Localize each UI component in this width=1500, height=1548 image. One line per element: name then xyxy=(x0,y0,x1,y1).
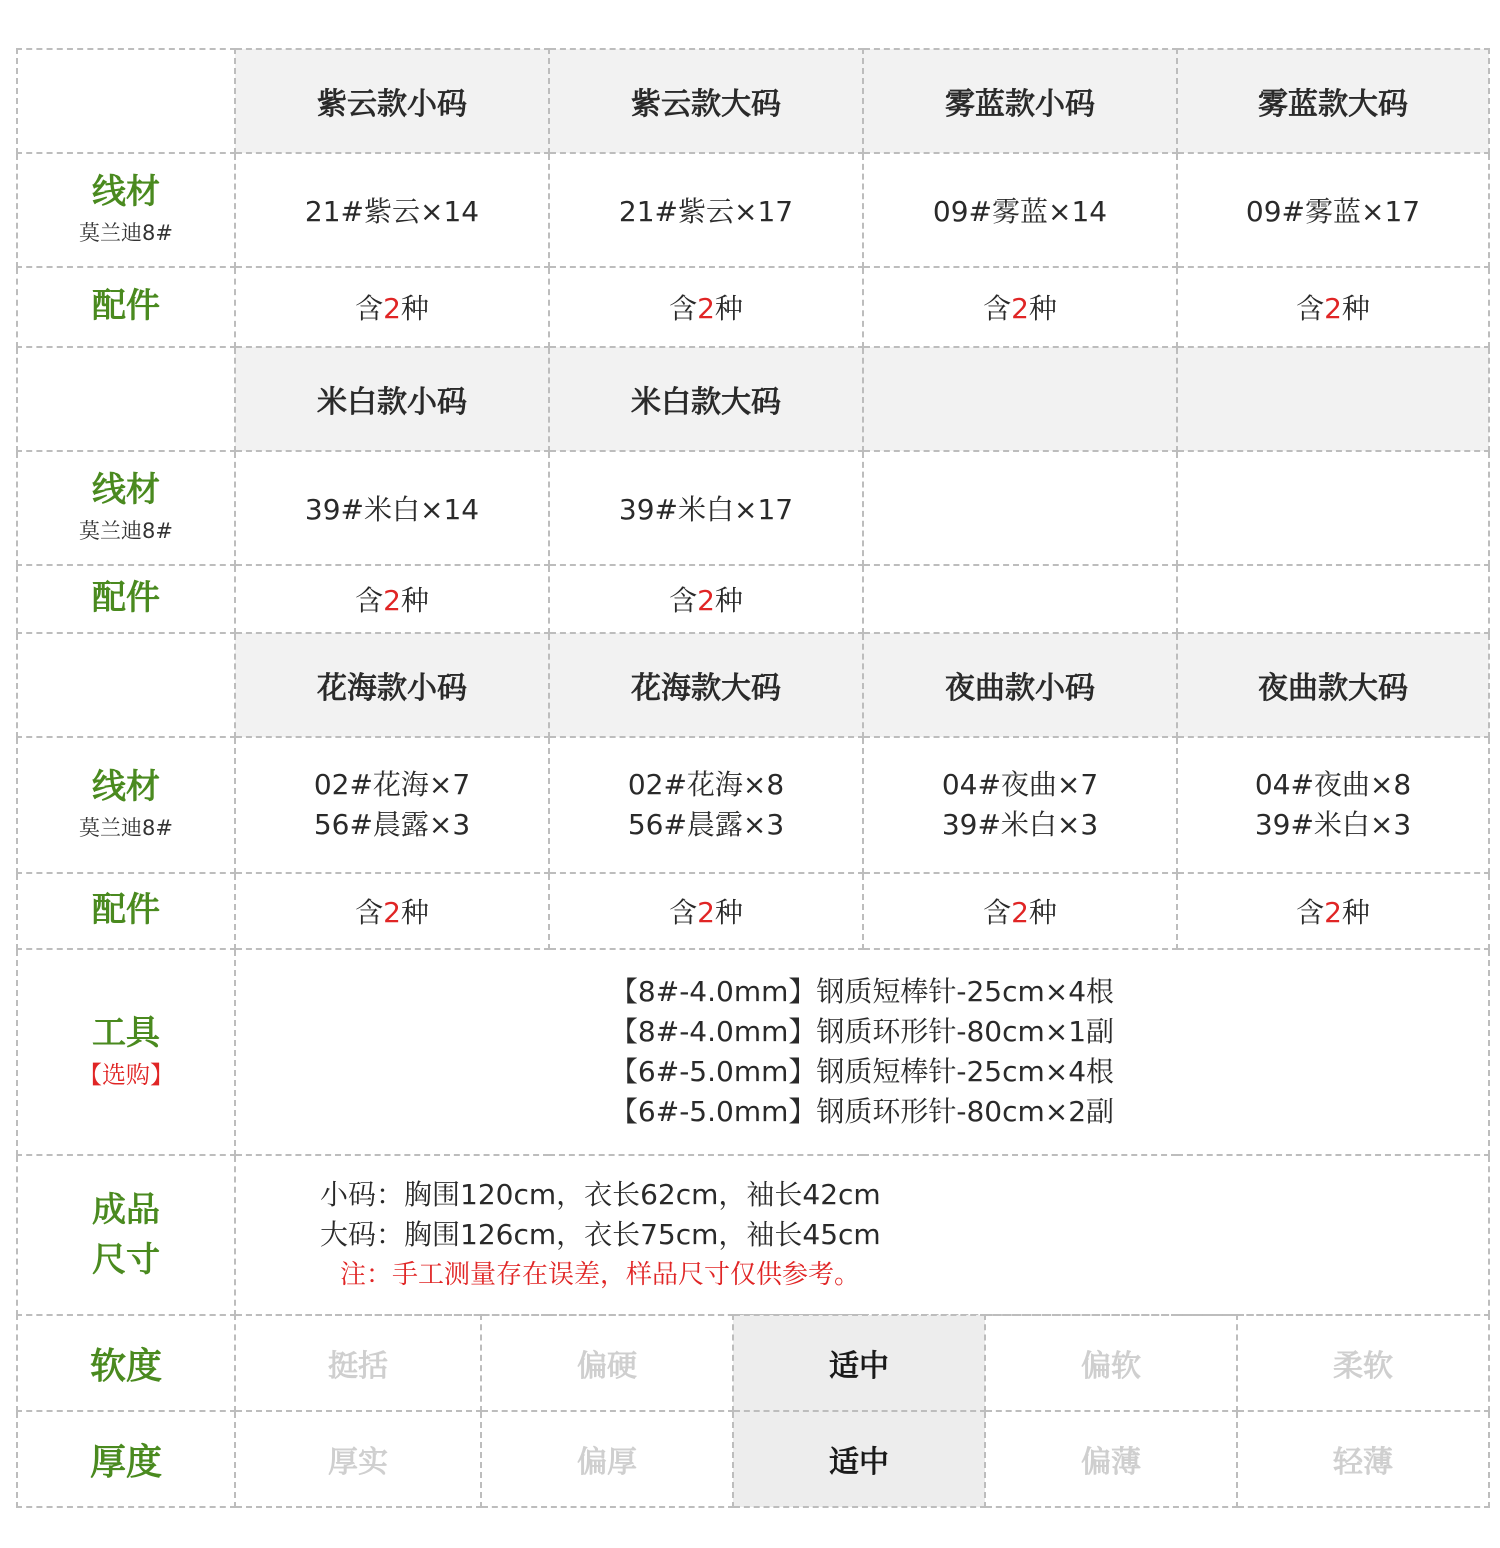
product-spec-table xyxy=(16,48,1490,1316)
thickness-row xyxy=(17,1411,1489,1507)
parts-label-cell xyxy=(17,873,235,949)
parts-value: 含2种 xyxy=(235,565,549,633)
softness-row xyxy=(17,1315,1489,1411)
empty-header-cell xyxy=(1177,347,1489,451)
size-note: 注：手工测量存在误差，样品尺寸仅供参考。 xyxy=(340,1260,861,1290)
parts-value: 含2种 xyxy=(549,267,863,347)
softness-option-selected: 适中 xyxy=(733,1315,985,1411)
yarn-value: 39#米白×14 xyxy=(235,451,549,565)
size-details xyxy=(235,1155,1489,1315)
tools-optional-label: 【选购】 xyxy=(78,1061,174,1090)
parts-label-cell xyxy=(17,267,235,347)
parts-label: 配件 xyxy=(92,286,160,327)
yarn-sub-label: 莫兰迪8# xyxy=(79,815,173,840)
parts-value: 含2种 xyxy=(549,873,863,949)
tool-item: 【8#-4.0mm】钢质短棒针-25cm×4根 xyxy=(609,975,1115,1008)
yarn-value: 39#米白×17 xyxy=(549,451,863,565)
yarn-sub-label: 莫兰迪8# xyxy=(79,518,173,543)
parts-value: 含2种 xyxy=(235,873,549,949)
yarn-value: 04#夜曲×8 39#米白×3 xyxy=(1177,737,1489,873)
thickness-option: 轻薄 xyxy=(1237,1411,1489,1507)
variant-header: 米白款小码 xyxy=(235,347,549,451)
tool-item: 【8#-4.0mm】钢质环形针-80cm×1副 xyxy=(609,1015,1115,1048)
parts-value: 含2种 xyxy=(1177,873,1489,949)
tool-item: 【6#-5.0mm】钢质环形针-80cm×2副 xyxy=(609,1095,1115,1128)
yarn-label: 线材 xyxy=(92,767,160,808)
yarn-value: 09#雾蓝×17 xyxy=(1177,153,1489,267)
size-large: 大码：胸围126cm，衣长75cm，袖长45cm xyxy=(320,1218,881,1251)
variant-header: 紫云款小码 xyxy=(235,49,549,153)
tool-item: 【6#-5.0mm】钢质短棒针-25cm×4根 xyxy=(609,1055,1115,1088)
size-small: 小码：胸围120cm，衣长62cm，袖长42cm xyxy=(320,1178,881,1211)
variant-header: 花海款小码 xyxy=(235,633,549,737)
thickness-option-selected: 适中 xyxy=(733,1411,985,1507)
variant-header: 夜曲款大码 xyxy=(1177,633,1489,737)
yarn-value: 21#紫云×14 xyxy=(235,153,549,267)
corner-cell xyxy=(17,347,235,451)
thickness-option: 偏厚 xyxy=(481,1411,733,1507)
parts-value: 含2种 xyxy=(549,565,863,633)
softness-option: 挺括 xyxy=(235,1315,481,1411)
corner-cell xyxy=(17,49,235,153)
empty-header-cell xyxy=(863,347,1177,451)
rating-table xyxy=(16,1314,1490,1508)
variant-header: 夜曲款小码 xyxy=(863,633,1177,737)
size-label-line1: 成品 xyxy=(92,1190,160,1230)
spec-sheet xyxy=(16,48,1488,1508)
tools-label-cell xyxy=(17,949,235,1155)
empty-cell xyxy=(1177,451,1489,565)
thickness-option: 厚实 xyxy=(235,1411,481,1507)
yarn-label: 线材 xyxy=(92,172,160,213)
yarn-value: 09#雾蓝×14 xyxy=(863,153,1177,267)
parts-value: 含2种 xyxy=(863,267,1177,347)
parts-value: 含2种 xyxy=(863,873,1177,949)
variant-header: 紫云款大码 xyxy=(549,49,863,153)
softness-label-cell xyxy=(17,1315,235,1411)
softness-option: 偏硬 xyxy=(481,1315,733,1411)
thickness-label-cell xyxy=(17,1411,235,1507)
parts-value: 含2种 xyxy=(1177,267,1489,347)
softness-option: 柔软 xyxy=(1237,1315,1489,1411)
yarn-sub-label: 莫兰迪8# xyxy=(79,220,173,245)
parts-label: 配件 xyxy=(92,890,160,931)
variant-header: 米白款大码 xyxy=(549,347,863,451)
softness-label: 软度 xyxy=(89,1345,162,1387)
variant-header: 雾蓝款小码 xyxy=(863,49,1177,153)
variant-header: 花海款大码 xyxy=(549,633,863,737)
softness-option: 偏软 xyxy=(985,1315,1237,1411)
corner-cell xyxy=(17,633,235,737)
parts-label: 配件 xyxy=(92,578,160,619)
tools-list xyxy=(235,949,1489,1155)
empty-cell xyxy=(1177,565,1489,633)
thickness-label: 厚度 xyxy=(89,1441,162,1483)
tools-label: 工具 xyxy=(92,1012,160,1053)
yarn-label-cell xyxy=(17,451,235,565)
yarn-label: 线材 xyxy=(92,470,160,511)
yarn-value: 02#花海×8 56#晨露×3 xyxy=(549,737,863,873)
yarn-value: 04#夜曲×7 39#米白×3 xyxy=(863,737,1177,873)
yarn-label-cell xyxy=(17,737,235,873)
thickness-option: 偏薄 xyxy=(985,1411,1237,1507)
size-label-cell xyxy=(17,1155,235,1315)
yarn-value: 21#紫云×17 xyxy=(549,153,863,267)
empty-cell xyxy=(863,565,1177,633)
yarn-value: 02#花海×7 56#晨露×3 xyxy=(235,737,549,873)
yarn-label-cell xyxy=(17,153,235,267)
parts-value: 含2种 xyxy=(235,267,549,347)
size-label-line2: 尺寸 xyxy=(92,1240,160,1280)
parts-label-cell xyxy=(17,565,235,633)
empty-cell xyxy=(863,451,1177,565)
variant-header: 雾蓝款大码 xyxy=(1177,49,1489,153)
